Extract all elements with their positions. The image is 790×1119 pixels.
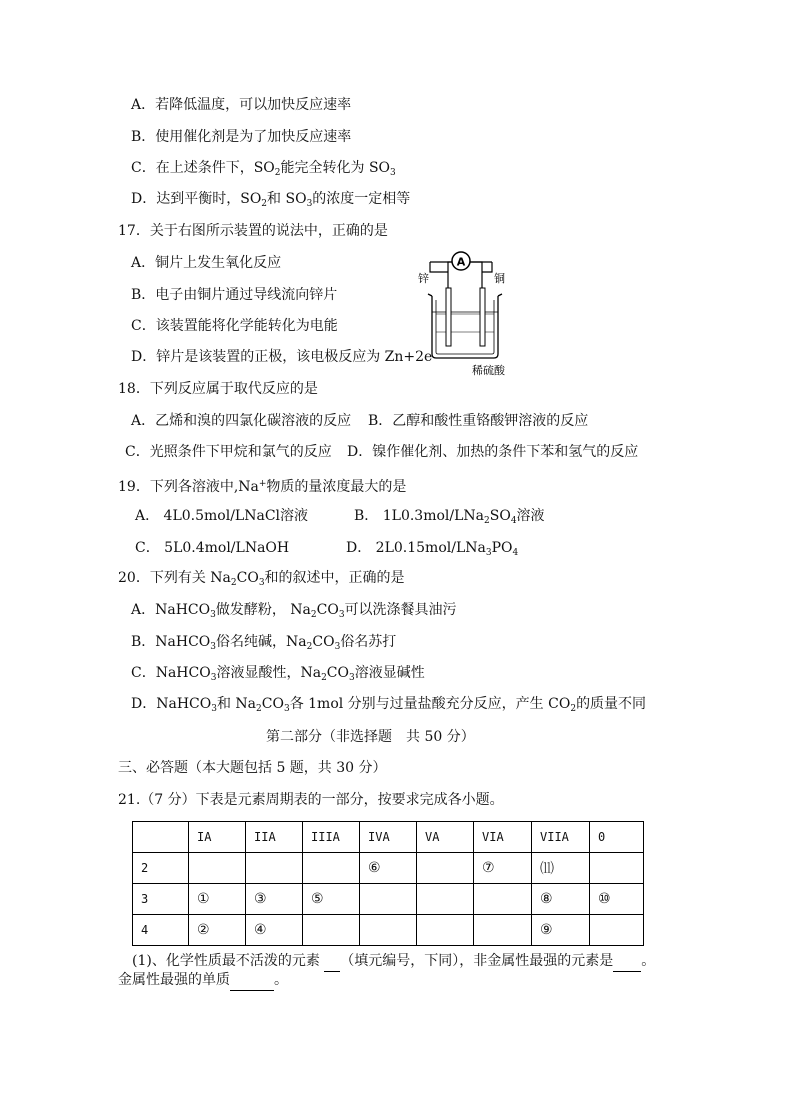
- svg-text:A: A: [456, 255, 466, 269]
- table-cell: ③: [246, 884, 303, 915]
- copper-electrode: [480, 288, 485, 346]
- table-cell: [360, 884, 417, 915]
- table-cell: [474, 884, 532, 915]
- q21-sub1-line2: 金属性最强的单质 。: [118, 970, 288, 991]
- table-header-row: [133, 822, 644, 853]
- q18-stem: 18．下列反应属于取代反应的是: [118, 381, 318, 397]
- table-row: [133, 884, 644, 915]
- table-cell: IVA: [360, 822, 417, 853]
- table-cell: ⑾: [532, 853, 590, 884]
- q20-option-d: D．NaHCO$_3$和 $Na_2CO_3$各 1mol 分别与过量盐酸充分反应，产生 $CO_2$的质量不同: [131, 696, 647, 714]
- periodic-table: [132, 821, 644, 946]
- table-cell: 3: [133, 884, 189, 915]
- q16-option-c: C．在上述条件下，$SO_2$能完全转化为 $SO_3$: [131, 160, 396, 178]
- table-cell: [417, 853, 474, 884]
- q19-option-b: B． $1L0.3mol/LNa_2SO_4$溶液: [354, 508, 545, 526]
- table-cell: [590, 853, 644, 884]
- table-cell: VA: [417, 822, 474, 853]
- table-cell: [590, 915, 644, 946]
- q17-option-d: D．锌片是该装置的正极，该电极反应为 Zn+2e: [131, 349, 433, 365]
- table-cell: [303, 915, 360, 946]
- q16-option-d: D．达到平衡时，$SO_2$和 $SO_3$的浓度一定相等: [131, 191, 411, 209]
- q16-option-b: B．使用催化剂是为了加快反应速率: [131, 129, 352, 145]
- q18-option-a: A．乙烯和溴的四氯化碳溶液的反应: [131, 413, 352, 429]
- table-cell: ⑥: [360, 853, 417, 884]
- table-cell: [303, 853, 360, 884]
- q21-sub1-line1: (1)、化学性质最不活泼的元素 （填元编号，下同），非金属性最强的元素是 。: [132, 951, 655, 972]
- table-cell: ⑦: [474, 853, 532, 884]
- q18-option-b: B．乙醇和酸性重铬酸钾溶液的反应: [368, 413, 589, 429]
- q19-option-d: D． $2L0.15mol/LNa_3PO_4$: [346, 540, 519, 558]
- table-cell: ⑤: [303, 884, 360, 915]
- table-cell: IIA: [246, 822, 303, 853]
- q20-option-b: B．NaHCO$_3$俗名纯碱，$Na_2CO_3$俗名苏打: [131, 634, 397, 652]
- table-cell: [474, 915, 532, 946]
- beaker-icon: [428, 294, 502, 358]
- table-cell: [417, 915, 474, 946]
- q19-option-c: C． 5L0.4mol/LNaOH: [135, 540, 290, 556]
- table-cell: ④: [246, 915, 303, 946]
- section3-heading: 三、必答题（本大题包括 5 题，共 30 分）: [118, 760, 387, 776]
- q20-option-a: A．NaHCO$_3$做发酵粉， $Na_2CO_3$可以洗涤餐具油污: [131, 602, 457, 620]
- q19-stem: 19．下列各溶液中,Na+物质的量浓度最大的是: [118, 479, 407, 495]
- answer-blank[interactable]: [613, 951, 641, 972]
- zinc-electrode: [446, 288, 451, 346]
- table-cell: [360, 915, 417, 946]
- table-cell: ⑨: [532, 915, 590, 946]
- table-cell: IIIA: [303, 822, 360, 853]
- acid-label: 稀硫酸: [472, 364, 505, 377]
- table-cell: VIA: [474, 822, 532, 853]
- table-row: [133, 915, 644, 946]
- table-cell: [189, 853, 246, 884]
- q16-option-a: A．若降低温度，可以加快反应速率: [131, 97, 352, 113]
- table-cell: ⑧: [532, 884, 590, 915]
- q21-stem: 21.（7 分）下表是元素周期表的一部分，按要求完成各小题。: [118, 792, 504, 808]
- q17-option-a: A．铜片上发生氧化反应: [131, 255, 282, 271]
- table-cell: ②: [189, 915, 246, 946]
- q17-stem: 17．关于右图所示装置的说法中，正确的是: [118, 223, 388, 239]
- ammeter-icon: [452, 252, 470, 270]
- table-cell: 4: [133, 915, 189, 946]
- answer-blank[interactable]: [324, 951, 340, 972]
- copper-label: 铜: [494, 272, 505, 285]
- table-cell: 2: [133, 853, 189, 884]
- part2-heading: 第二部分（非选择题 共 50 分）: [266, 729, 475, 745]
- table-cell: [417, 884, 474, 915]
- q18-option-d: D．镍作催化剂、加热的条件下苯和氢气的反应: [347, 444, 639, 460]
- table-cell: ①: [189, 884, 246, 915]
- table-cell: [246, 853, 303, 884]
- q17-option-c: C．该装置能将化学能转化为电能: [131, 318, 338, 334]
- q18-option-c: C．光照条件下甲烷和氯气的反应: [125, 444, 332, 460]
- table-cell: [133, 822, 189, 853]
- table-cell: 0: [590, 822, 644, 853]
- zinc-label: 锌: [418, 272, 429, 285]
- q20-stem: 20．下列有关 $Na_2CO_3$和的叙述中，正确的是: [118, 570, 405, 588]
- galvanic-cell-figure: [410, 248, 520, 378]
- q19-option-a: A． 4L0.5mol/LNaCl溶液: [135, 508, 309, 524]
- table-cell: ⑩: [590, 884, 644, 915]
- answer-blank[interactable]: [230, 970, 274, 991]
- table-row: [133, 853, 644, 884]
- q20-option-c: C．NaHCO$_3$溶液显酸性，$Na_2CO_3$溶液显碱性: [131, 665, 425, 683]
- table-cell: VIIA: [532, 822, 590, 853]
- table-cell: IA: [189, 822, 246, 853]
- q17-option-b: B．电子由铜片通过导线流向锌片: [131, 287, 338, 303]
